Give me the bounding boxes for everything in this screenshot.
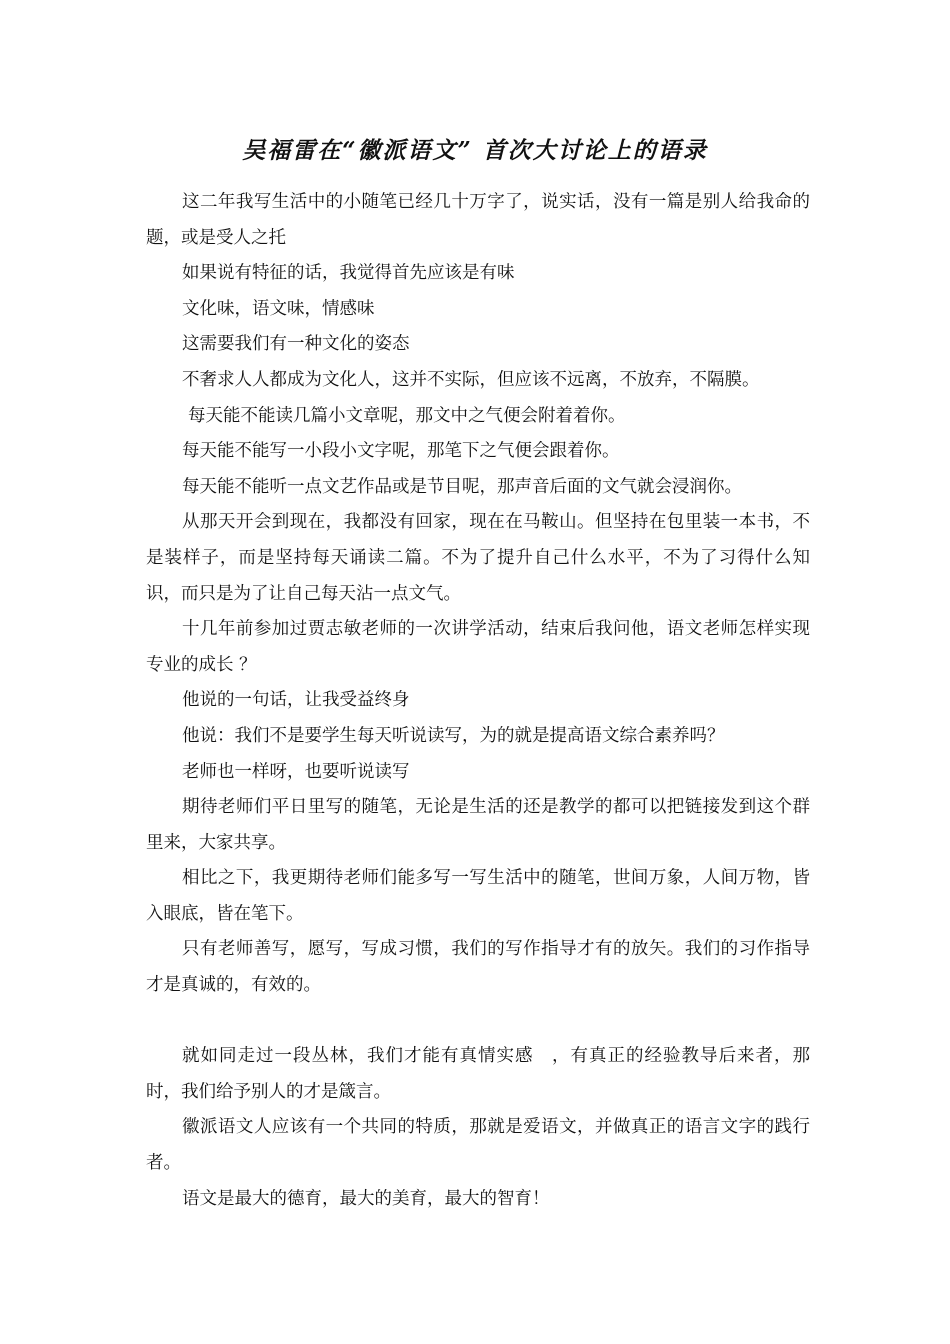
- paragraph: 他说的一句话，让我受益终身: [182, 690, 410, 711]
- paragraph: 不奢求人人都成为文化人，这并不实际，但应该不远离，不放弃，不隔膜。: [182, 369, 760, 390]
- paragraph: 这二年我写生活中的小随笔已经几十万字了，说实话，没有一篇是别人给我命的题，或是受人之托: [146, 192, 810, 248]
- paragraph: 这需要我们有一种文化的姿态: [182, 334, 410, 355]
- paragraph: 老师也一样呀，也要听说读写: [182, 761, 410, 782]
- paragraph: 每天能不能听一点文艺作品或是节目呢，那声音后面的文气就会浸润你。: [182, 476, 742, 497]
- document-title: 吴福雷在“徽派语文” 首次大讨论上的语录: [242, 137, 708, 164]
- paragraph: 就如同走过一段丛林，我们才能有真情实感 ，有真正的经验教导后来者，那时，我们给予别人的才是箴言。: [146, 1046, 810, 1102]
- paragraph: 每天能不能读几篇小文章呢，那文中之气便会附着着你。: [188, 405, 626, 426]
- document-body: [146, 185, 810, 1217]
- paragraph: 语文是最大的德育，最大的美育，最大的智育！: [182, 1188, 550, 1209]
- paragraph: 每天能不能写一小段小文字呢，那笔下之气便会跟着你。: [182, 441, 620, 462]
- paragraph: 他说：我们不是要学生每天听说读写，为的就是提高语文综合素养吗？: [182, 725, 725, 746]
- paragraph: 只有老师善写，愿写，写成习惯，我们的写作指导才有的放矢。我们的习作指导才是真诚的，有效的。: [146, 939, 810, 996]
- paragraph-gap: [146, 1004, 810, 1040]
- paragraph: 十几年前参加过贾志敏老师的一次讲学活动，结束后我问他，语文老师怎样实现专业的成长 ？: [146, 619, 810, 675]
- paragraph: 徽派语文人应该有一个共同的特质，那就是爱语文，并做真正的语言文字的践行者。: [146, 1117, 810, 1174]
- paragraph: 文化味，语文味，情感味: [182, 298, 375, 319]
- paragraph: 从那天开会到现在，我都没有回家，现在在马鞍山。但坚持在包里装一本书，不是装样子，而是坚持每天诵读二篇。不为了提升自己什么水平，不为了习得什么知识，而只是为了让自己每天沾一点文气。: [146, 512, 810, 604]
- paragraph: 相比之下，我更期待老师们能多写一写生活中的随笔，世间万象，人间万物，皆入眼底，皆在笔下。: [146, 868, 810, 924]
- paragraph: 如果说有特征的话，我觉得首先应该是有味: [182, 263, 515, 284]
- paragraph: 期待老师们平日里写的随笔，无论是生活的还是教学的都可以把链接发到这个群里来，大家共享。: [146, 797, 810, 853]
